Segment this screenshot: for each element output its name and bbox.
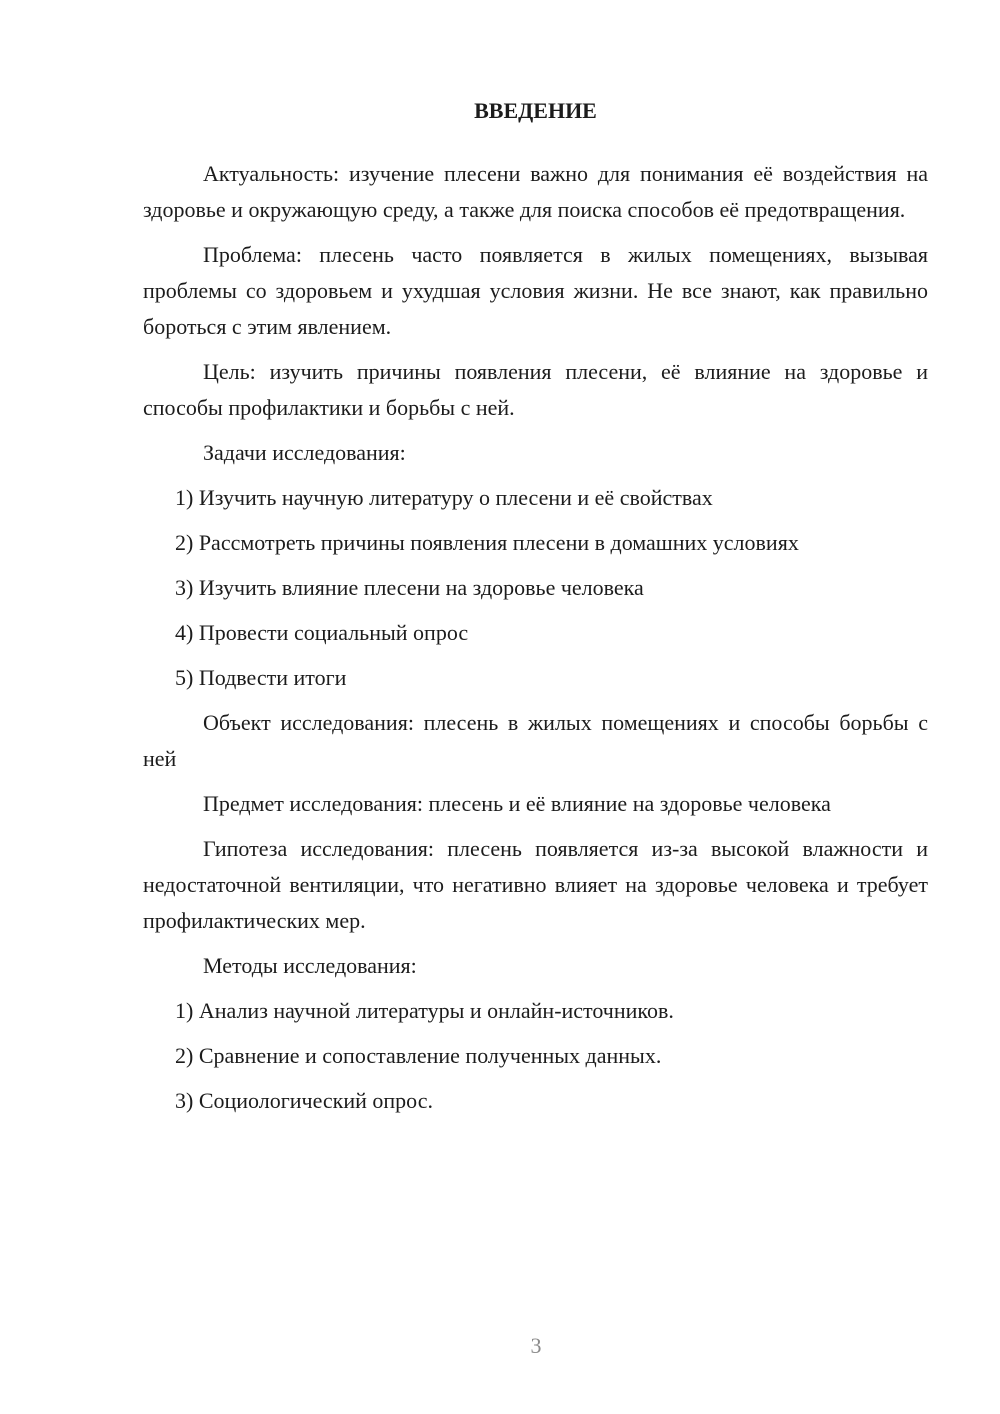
task-item: 4) Провести социальный опрос xyxy=(175,620,469,645)
document-page xyxy=(143,96,928,1128)
task-item: 5) Подвести итоги xyxy=(175,665,347,690)
object-paragraph: Объект исследования: плесень в жилых помещениях и способы борьбы с ней xyxy=(143,710,928,771)
section-title: ВВЕДЕНИЕ xyxy=(474,98,597,123)
task-item: 3) Изучить влияние плесени на здоровье человека xyxy=(175,575,644,600)
problem-paragraph: Проблема: плесень часто появляется в жилых помещениях, вызывая проблемы со здоровьем и ухудшая условия жизни. Не все знают, как правильно бороться с этим явлением. xyxy=(143,242,928,339)
relevance-paragraph: Актуальность: изучение плесени важно для понимания её воздействия на здоровье и окружающую среду, а также для поиска способов её предотвращения. xyxy=(143,161,928,222)
methods-heading: Методы исследования: xyxy=(203,953,417,978)
task-item: 1) Изучить научную литературу о плесени и её свойствах xyxy=(175,485,713,510)
method-item: 2) Сравнение и сопоставление полученных данных. xyxy=(175,1043,662,1068)
goal-paragraph: Цель: изучить причины появления плесени, её влияние на здоровье и способы профилактики и борьбы с ней. xyxy=(143,359,928,420)
method-item: 1) Анализ научной литературы и онлайн-источников. xyxy=(175,998,674,1023)
hypothesis-paragraph: Гипотеза исследования: плесень появляется из-за высокой влажности и недостаточной вентиляции, что негативно влияет на здоровье человека и требует профилактических мер. xyxy=(143,836,928,933)
method-item: 3) Социологический опрос. xyxy=(175,1088,433,1113)
subject-paragraph: Предмет исследования: плесень и её влияние на здоровье человека xyxy=(203,791,831,816)
page-number: 3 xyxy=(530,1333,542,1358)
tasks-heading: Задачи исследования: xyxy=(203,440,406,465)
task-item: 2) Рассмотреть причины появления плесени в домашних условиях xyxy=(175,530,799,555)
